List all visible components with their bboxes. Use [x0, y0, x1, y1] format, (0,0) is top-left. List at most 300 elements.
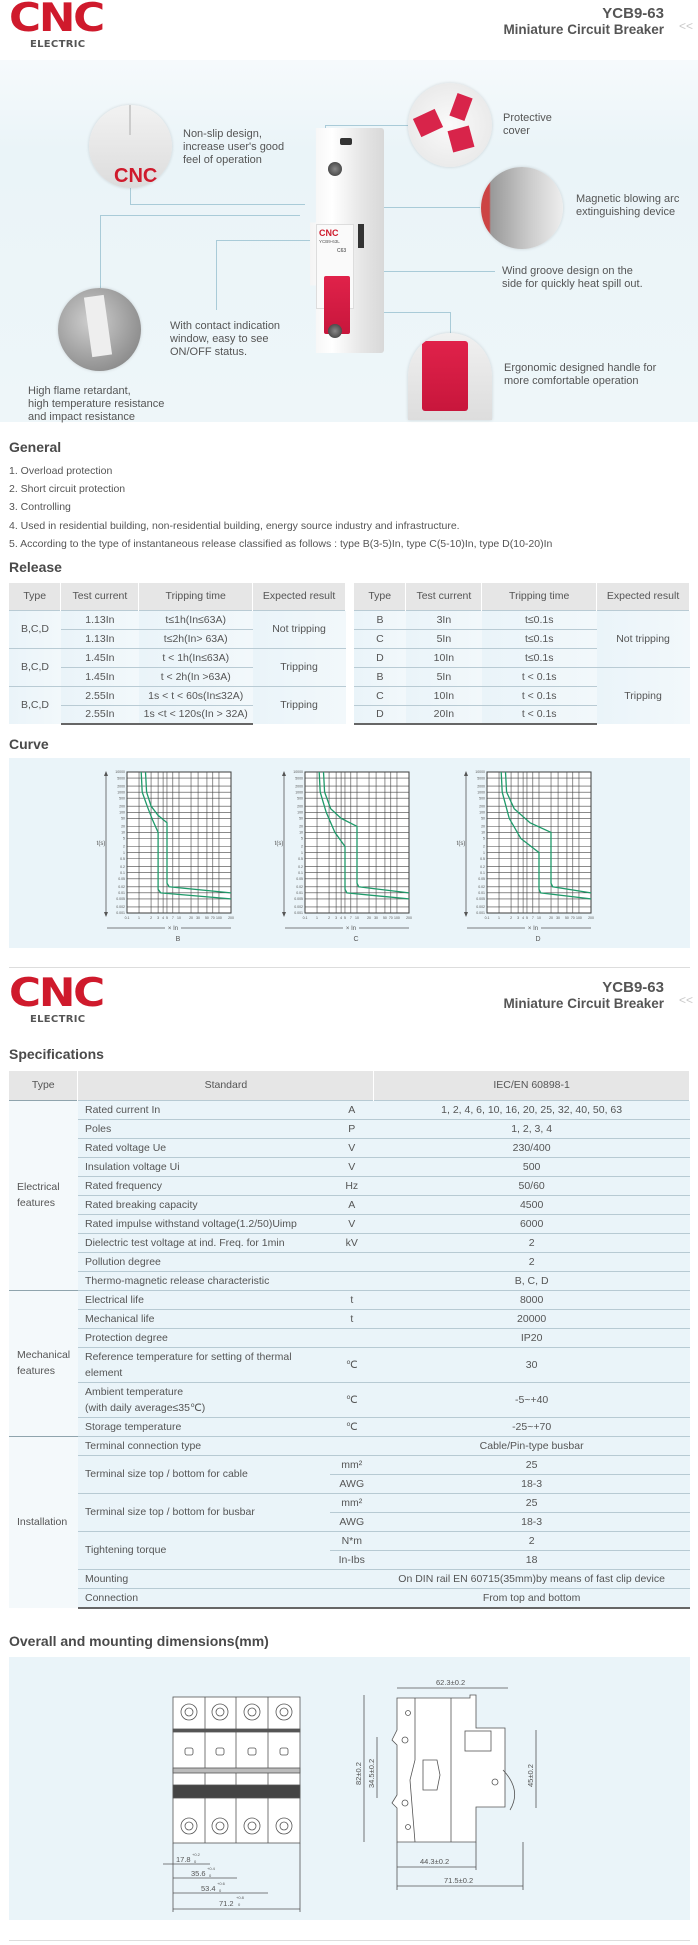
- spec-value: 6000: [374, 1214, 690, 1233]
- x-tick-label: 10: [355, 916, 359, 920]
- dim-tol: 0: [194, 1859, 197, 1864]
- y-axis-label: t(s): [456, 841, 466, 847]
- y-axis-label: t(s): [96, 841, 106, 847]
- y-tick-label: 500: [119, 796, 125, 801]
- spec-value: 30: [374, 1347, 690, 1382]
- release-heading: Release: [9, 559, 62, 575]
- x-tick-label: 7: [349, 916, 352, 920]
- callout-flame-retardant: High flame retardant, high temperature resistance and impact resistance: [28, 385, 165, 423]
- release-tripping-time: t≤0.1s: [482, 629, 597, 648]
- table-row: [9, 1157, 690, 1176]
- cnc-mark: CNC: [114, 165, 158, 187]
- x-tick-label: 1: [138, 916, 141, 920]
- release-expected-result: Tripping: [253, 686, 346, 724]
- spec-parameter: Thermo-magnetic release characteristic: [78, 1271, 330, 1290]
- y-tick-label: 0.002: [476, 905, 485, 910]
- x-tick-label: 1: [498, 916, 501, 920]
- product-model: YCB9-63: [602, 5, 664, 22]
- spec-unit: Hz: [330, 1176, 374, 1195]
- spec-parameter: Storage temperature: [78, 1417, 330, 1436]
- release-test-current: 2.55In: [61, 686, 139, 705]
- x-tick-label: 30: [556, 916, 561, 920]
- y-tick-label: 10000: [293, 770, 303, 775]
- dim-rail: 34.5±0.2: [367, 1758, 376, 1788]
- y-tick-label: 50: [481, 816, 485, 821]
- y-tick-label: 0.5: [298, 856, 303, 861]
- spec-unit: [330, 1588, 374, 1608]
- table-row: [9, 1233, 690, 1252]
- device-model: YCB9-63L: [319, 239, 340, 244]
- release-tripping-time: t < 2h(In >63A): [139, 667, 253, 686]
- table-row: [9, 1309, 690, 1328]
- release-expected-result: Not tripping: [597, 610, 690, 667]
- x-axis-label: × In: [527, 926, 539, 932]
- table-row: [9, 1252, 690, 1271]
- x-tick-label: 0.1: [124, 916, 130, 920]
- x-tick-label: 30: [374, 916, 379, 920]
- release-type: B: [354, 667, 406, 686]
- dim-depth-2: 71.5±0.2: [444, 1876, 474, 1885]
- general-item: 1. Overload protection: [9, 465, 113, 477]
- y-tick-label: 2: [301, 844, 303, 849]
- spec-parameter: Protection degree: [78, 1328, 330, 1347]
- x-tick-label: 2: [150, 916, 153, 920]
- dim-depth-1: 44.3±0.2: [420, 1857, 450, 1866]
- col-type: Type: [9, 1071, 78, 1100]
- y-tick-label: 10: [299, 830, 303, 835]
- table-row: [9, 1493, 690, 1512]
- table-row: [9, 1100, 690, 1119]
- x-tick-label: 100: [216, 916, 222, 920]
- spec-unit: ℃: [330, 1417, 374, 1436]
- y-tick-label: 0.1: [120, 870, 125, 875]
- spec-value: 50/60: [374, 1176, 690, 1195]
- spec-unit: [330, 1271, 374, 1290]
- x-tick-label: 10: [537, 916, 541, 920]
- specifications-heading: Specifications: [9, 1046, 104, 1062]
- release-tripping-time: t < 1h(In≤63A): [139, 648, 253, 667]
- section-divider: [9, 1940, 690, 1941]
- spec-parameter: Terminal size top / bottom for busbar: [78, 1493, 330, 1531]
- col-type: Type: [354, 583, 406, 610]
- spec-parameter: Rated current In: [78, 1100, 330, 1119]
- table-row: [9, 1531, 690, 1550]
- spec-value: 8000: [374, 1290, 690, 1309]
- spec-value: 20000: [374, 1309, 690, 1328]
- release-expected-result: Tripping: [597, 667, 690, 724]
- col-type: Type: [9, 583, 61, 610]
- y-tick-label: 0.2: [480, 864, 485, 869]
- spec-unit: P: [330, 1119, 374, 1138]
- x-tick-label: 3: [157, 916, 160, 920]
- y-tick-label: 5000: [477, 776, 485, 781]
- collapse-chevron-icon[interactable]: <<: [679, 19, 694, 33]
- y-tick-label: 10000: [475, 770, 485, 775]
- y-tick-label: 0.005: [294, 897, 303, 902]
- y-tick-label: 200: [119, 804, 125, 809]
- x-tick-label: 4: [340, 916, 343, 920]
- x-tick-label: 4: [162, 916, 165, 920]
- y-tick-label: 0.2: [298, 864, 303, 869]
- col-test-current: Test current: [61, 583, 139, 610]
- col-standard: Standard: [78, 1071, 374, 1100]
- table-row: [9, 1176, 690, 1195]
- y-tick-label: 0.5: [480, 856, 485, 861]
- general-item: 3. Controlling: [9, 501, 71, 513]
- spec-unit: V: [330, 1157, 374, 1176]
- release-tripping-time: t≤0.1s: [482, 648, 597, 667]
- col-expected-result: Expected result: [253, 583, 346, 610]
- spec-parameter: Rated breaking capacity: [78, 1195, 330, 1214]
- y-tick-label: 5000: [295, 776, 303, 781]
- spec-parameter: Rated voltage Ue: [78, 1138, 330, 1157]
- release-type: B,C,D: [9, 610, 61, 648]
- y-tick-label: 10000: [115, 770, 125, 775]
- spec-parameter: Mounting: [78, 1569, 330, 1588]
- y-tick-label: 2: [483, 844, 485, 849]
- table-row: [9, 1119, 690, 1138]
- col-tripping-time: Tripping time: [139, 583, 253, 610]
- release-type: D: [354, 648, 406, 667]
- spec-unit: A: [330, 1195, 374, 1214]
- release-test-current: 5In: [406, 667, 482, 686]
- x-tick-label: 3: [517, 916, 520, 920]
- callout-arc-extinguishing: Magnetic blowing arc extinguishing device: [576, 193, 680, 218]
- general-heading: General: [9, 439, 62, 455]
- x-tick-label: 100: [576, 916, 582, 920]
- spec-value: 25: [374, 1455, 690, 1474]
- col-tripping-time: Tripping time: [482, 583, 597, 610]
- brand-name: CNC: [9, 0, 103, 41]
- y-tick-label: 2000: [295, 784, 303, 789]
- spec-unit: mm²: [330, 1455, 374, 1474]
- spec-value: -5~+40: [374, 1382, 690, 1417]
- front-view-drawing: [173, 1697, 300, 1843]
- spec-unit: N*m: [330, 1531, 374, 1550]
- y-tick-label: 10: [481, 830, 485, 835]
- product-name: Miniature Circuit Breaker: [503, 22, 664, 37]
- y-tick-label: 0.01: [478, 891, 485, 896]
- spec-parameter: Ambient temperature (with daily average≤35℃): [78, 1382, 330, 1417]
- table-row: [9, 1436, 690, 1455]
- table-row: [9, 1569, 690, 1588]
- y-tick-label: 5: [301, 836, 303, 841]
- release-test-current: 10In: [406, 686, 482, 705]
- table-row: [9, 1328, 690, 1347]
- spec-value: 18: [374, 1550, 690, 1569]
- release-test-current: 3In: [406, 610, 482, 629]
- product-header: [503, 980, 664, 1012]
- y-tick-label: 0.005: [476, 897, 485, 902]
- section-divider: [9, 967, 690, 968]
- spec-unit: ℃: [330, 1347, 374, 1382]
- spec-value: 18-3: [374, 1474, 690, 1493]
- y-tick-label: 0.1: [480, 870, 485, 875]
- callout-contact-window: With contact indication window, easy to see ON/OFF status.: [170, 320, 281, 358]
- curve-type-label: D: [535, 936, 541, 943]
- spec-parameter: Mechanical life: [78, 1309, 330, 1328]
- table-row: [9, 1417, 690, 1436]
- y-tick-label: 100: [119, 810, 125, 815]
- spec-value: 2: [374, 1233, 690, 1252]
- col-test-current: Test current: [406, 583, 482, 610]
- y-tick-label: 10: [121, 830, 125, 835]
- y-tick-label: 100: [297, 810, 303, 815]
- spec-unit: AWG: [330, 1512, 374, 1531]
- spec-parameter: Rated impulse withstand voltage(1.2/50)Uimp: [78, 1214, 330, 1233]
- brand-sub: ELECTRIC: [30, 1014, 86, 1025]
- x-tick-label: 0.1: [484, 916, 490, 920]
- brand-logo: [9, 971, 111, 1025]
- release-test-current: 1.13In: [61, 629, 139, 648]
- release-tripping-time: t < 0.1s: [482, 705, 597, 724]
- dim-tol: +0.4: [207, 1866, 215, 1871]
- y-tick-label: 0.005: [116, 897, 125, 902]
- release-test-current: 10In: [406, 648, 482, 667]
- y-tick-label: 0.05: [478, 876, 485, 881]
- x-tick-label: 20: [549, 916, 553, 920]
- spec-unit: [330, 1436, 374, 1455]
- spec-value: 1, 2, 3, 4: [374, 1119, 690, 1138]
- spec-unit: t: [330, 1309, 374, 1328]
- x-tick-label: 0.1: [302, 916, 308, 920]
- y-tick-label: 1: [301, 850, 303, 855]
- device-brand: CNC: [319, 228, 339, 238]
- spec-parameter: Pollution degree: [78, 1252, 330, 1271]
- spec-unit: [330, 1252, 374, 1271]
- table-row: [9, 1382, 690, 1417]
- x-tick-label: 2: [510, 916, 513, 920]
- spec-value: -25~+70: [374, 1417, 690, 1436]
- spec-parameter: Poles: [78, 1119, 330, 1138]
- spec-unit: t: [330, 1290, 374, 1309]
- y-tick-label: 1: [123, 850, 125, 855]
- y-tick-label: 0.1: [298, 870, 303, 875]
- x-tick-label: 3: [335, 916, 338, 920]
- release-type: B,C,D: [9, 648, 61, 686]
- spec-unit: V: [330, 1138, 374, 1157]
- spec-unit: ℃: [330, 1382, 374, 1417]
- y-tick-label: 500: [479, 796, 485, 801]
- spec-value: 1, 2, 4, 6, 10, 16, 20, 25, 32, 40, 50, 63: [374, 1100, 690, 1119]
- spec-unit: AWG: [330, 1474, 374, 1493]
- col-standard-value: IEC/EN 60898-1: [374, 1071, 690, 1100]
- spec-value: B, C, D: [374, 1271, 690, 1290]
- release-type: D: [354, 705, 406, 724]
- brand-sub: ELECTRIC: [30, 39, 86, 50]
- x-tick-label: 50: [204, 916, 209, 920]
- release-test-current: 1.13In: [61, 610, 139, 629]
- y-axis-label: t(s): [274, 841, 284, 847]
- x-tick-label: 1: [316, 916, 319, 920]
- spec-parameter: Tightening torque: [78, 1531, 330, 1569]
- general-item: 5. According to the type of instantaneous release classified as follows : type B(3-5)In, type C(5-10)In, type D(10-20)In: [9, 538, 553, 550]
- table-row: [9, 1214, 690, 1233]
- spec-unit: [330, 1569, 374, 1588]
- dim-width-2: 35.6: [191, 1869, 206, 1878]
- x-tick-label: 70: [570, 916, 575, 920]
- y-tick-label: 2000: [477, 784, 485, 789]
- release-type: C: [354, 686, 406, 705]
- spec-value: 230/400: [374, 1138, 690, 1157]
- x-tick-label: 20: [367, 916, 371, 920]
- specifications-table: [9, 1071, 690, 1609]
- tripping-curves: [0, 0, 698, 960]
- x-tick-label: 30: [196, 916, 201, 920]
- spec-value: 500: [374, 1157, 690, 1176]
- x-tick-label: 50: [564, 916, 569, 920]
- x-tick-label: 2: [328, 916, 331, 920]
- y-tick-label: 0.01: [296, 891, 303, 896]
- dim-tol: 0: [238, 1902, 241, 1907]
- release-type: B,C,D: [9, 686, 61, 724]
- y-tick-label: 50: [121, 816, 125, 821]
- y-tick-label: 2: [123, 844, 125, 849]
- spec-value: From top and bottom: [374, 1588, 690, 1608]
- y-tick-label: 0.01: [118, 891, 125, 896]
- dim-width-1: 17.8: [176, 1855, 191, 1864]
- general-item: 2. Short circuit protection: [9, 483, 126, 495]
- spec-unit: kV: [330, 1233, 374, 1252]
- dim-height: 82±0.2: [354, 1762, 363, 1785]
- release-type: B: [354, 610, 406, 629]
- x-axis-label: × In: [167, 926, 179, 932]
- side-view-drawing: [392, 1695, 515, 1842]
- x-tick-label: 20: [189, 916, 193, 920]
- spec-value: 25: [374, 1493, 690, 1512]
- x-tick-label: 5: [165, 916, 168, 920]
- spec-value: Cable/Pin-type busbar: [374, 1436, 690, 1455]
- spec-parameter: Terminal size top / bottom for cable: [78, 1455, 330, 1493]
- release-tripping-time: t≤2h(In> 63A): [139, 629, 253, 648]
- dim-tol: +0.6: [217, 1881, 225, 1886]
- spec-group-label: Electrical features: [9, 1100, 78, 1290]
- x-tick-label: 70: [388, 916, 393, 920]
- y-tick-label: 0.05: [296, 876, 303, 881]
- dim-tol: 0: [209, 1873, 212, 1878]
- y-tick-label: 100: [479, 810, 485, 815]
- dim-width-3: 53.4: [201, 1884, 216, 1893]
- table-row: [9, 1347, 690, 1382]
- spec-parameter: Terminal connection type: [78, 1436, 330, 1455]
- y-tick-label: 0.02: [296, 884, 303, 889]
- spec-unit: [330, 1328, 374, 1347]
- y-tick-label: 0.2: [120, 864, 125, 869]
- y-tick-label: 2000: [117, 784, 125, 789]
- y-tick-label: 5000: [117, 776, 125, 781]
- spec-value: IP20: [374, 1328, 690, 1347]
- y-tick-label: 0.02: [478, 884, 485, 889]
- dim-tol: 0: [219, 1888, 222, 1893]
- col-expected-result: Expected result: [597, 583, 690, 610]
- x-tick-label: 200: [228, 916, 234, 920]
- y-tick-label: 50: [299, 816, 303, 821]
- general-item: 4. Used in residential building, non-residential building, energy source industry and infrastructure.: [9, 520, 460, 532]
- y-tick-label: 5: [483, 836, 485, 841]
- x-tick-label: 100: [394, 916, 400, 920]
- table-row: [9, 1195, 690, 1214]
- dim-top-width: 62.3±0.2: [436, 1678, 466, 1687]
- y-tick-label: 500: [297, 796, 303, 801]
- spec-parameter: Reference temperature for setting of thermal element: [78, 1347, 330, 1382]
- release-expected-result: Not tripping: [253, 610, 346, 648]
- x-tick-label: 5: [343, 916, 346, 920]
- dim-width-4: 71.2: [219, 1899, 234, 1908]
- y-tick-label: 0.02: [118, 884, 125, 889]
- dimension-drawings: [0, 1650, 698, 1930]
- release-test-current: 20In: [406, 705, 482, 724]
- release-tripping-time: t≤1h(In≤63A): [139, 610, 253, 629]
- table-row: [9, 1271, 690, 1290]
- curve-heading: Curve: [9, 736, 49, 752]
- x-tick-label: 5: [525, 916, 528, 920]
- product-model: YCB9-63: [602, 979, 664, 996]
- dim-front-height: 45±0.2: [526, 1764, 535, 1787]
- release-tripping-time: 1s < t < 60s(In≤32A): [139, 686, 253, 705]
- callout-non-slip: Non-slip design, increase user's good feel of operation: [183, 128, 285, 166]
- y-tick-label: 1000: [295, 790, 303, 795]
- release-tripping-time: t < 0.1s: [482, 686, 597, 705]
- y-tick-label: 0.05: [118, 876, 125, 881]
- y-tick-label: 0.001: [294, 911, 303, 916]
- spec-unit: A: [330, 1100, 374, 1119]
- y-tick-label: 1: [483, 850, 485, 855]
- spec-parameter: Rated frequency: [78, 1176, 330, 1195]
- product-name: Miniature Circuit Breaker: [503, 996, 664, 1011]
- spec-unit: V: [330, 1214, 374, 1233]
- collapse-chevron-icon[interactable]: <<: [679, 993, 694, 1007]
- release-tripping-time: 1s <t < 120s(In > 32A): [139, 705, 253, 724]
- y-tick-label: 0.001: [116, 911, 125, 916]
- spec-value: On DIN rail EN 60715(35mm)by means of fast clip device: [374, 1569, 690, 1588]
- callout-wind-groove: Wind groove design on the side for quickly heat spill out.: [502, 265, 643, 290]
- release-type: C: [354, 629, 406, 648]
- brand-name: CNC: [9, 971, 103, 1016]
- release-expected-result: Tripping: [253, 648, 346, 686]
- spec-group-label: Mechanical features: [9, 1290, 78, 1436]
- y-tick-label: 200: [479, 804, 485, 809]
- table-row: [9, 1290, 690, 1309]
- release-test-current: 1.45In: [61, 648, 139, 667]
- y-tick-label: 200: [297, 804, 303, 809]
- spec-parameter: Dielectric test voltage at ind. Freq. for 1min: [78, 1233, 330, 1252]
- x-tick-label: 70: [210, 916, 215, 920]
- y-tick-label: 20: [299, 824, 303, 829]
- release-tripping-time: t≤0.1s: [482, 610, 597, 629]
- spec-unit: mm²: [330, 1493, 374, 1512]
- y-tick-label: 5: [123, 836, 125, 841]
- x-tick-label: 4: [522, 916, 525, 920]
- y-tick-label: 1000: [117, 790, 125, 795]
- x-tick-label: 7: [171, 916, 174, 920]
- spec-value: 18-3: [374, 1512, 690, 1531]
- release-test-current: 5In: [406, 629, 482, 648]
- spec-group-label: Installation: [9, 1436, 78, 1608]
- x-tick-label: 200: [406, 916, 412, 920]
- table-row: [9, 1455, 690, 1474]
- x-tick-label: 10: [177, 916, 181, 920]
- dim-tol: +0.8: [236, 1895, 244, 1900]
- x-tick-label: 200: [588, 916, 594, 920]
- x-tick-label: 7: [531, 916, 534, 920]
- x-axis-label: × In: [345, 926, 357, 932]
- spec-unit: In-Ibs: [330, 1550, 374, 1569]
- release-tripping-time: t < 0.1s: [482, 667, 597, 686]
- y-tick-label: 20: [481, 824, 485, 829]
- y-tick-label: 0.002: [116, 905, 125, 910]
- table-row: [9, 1138, 690, 1157]
- table-row: [9, 1588, 690, 1608]
